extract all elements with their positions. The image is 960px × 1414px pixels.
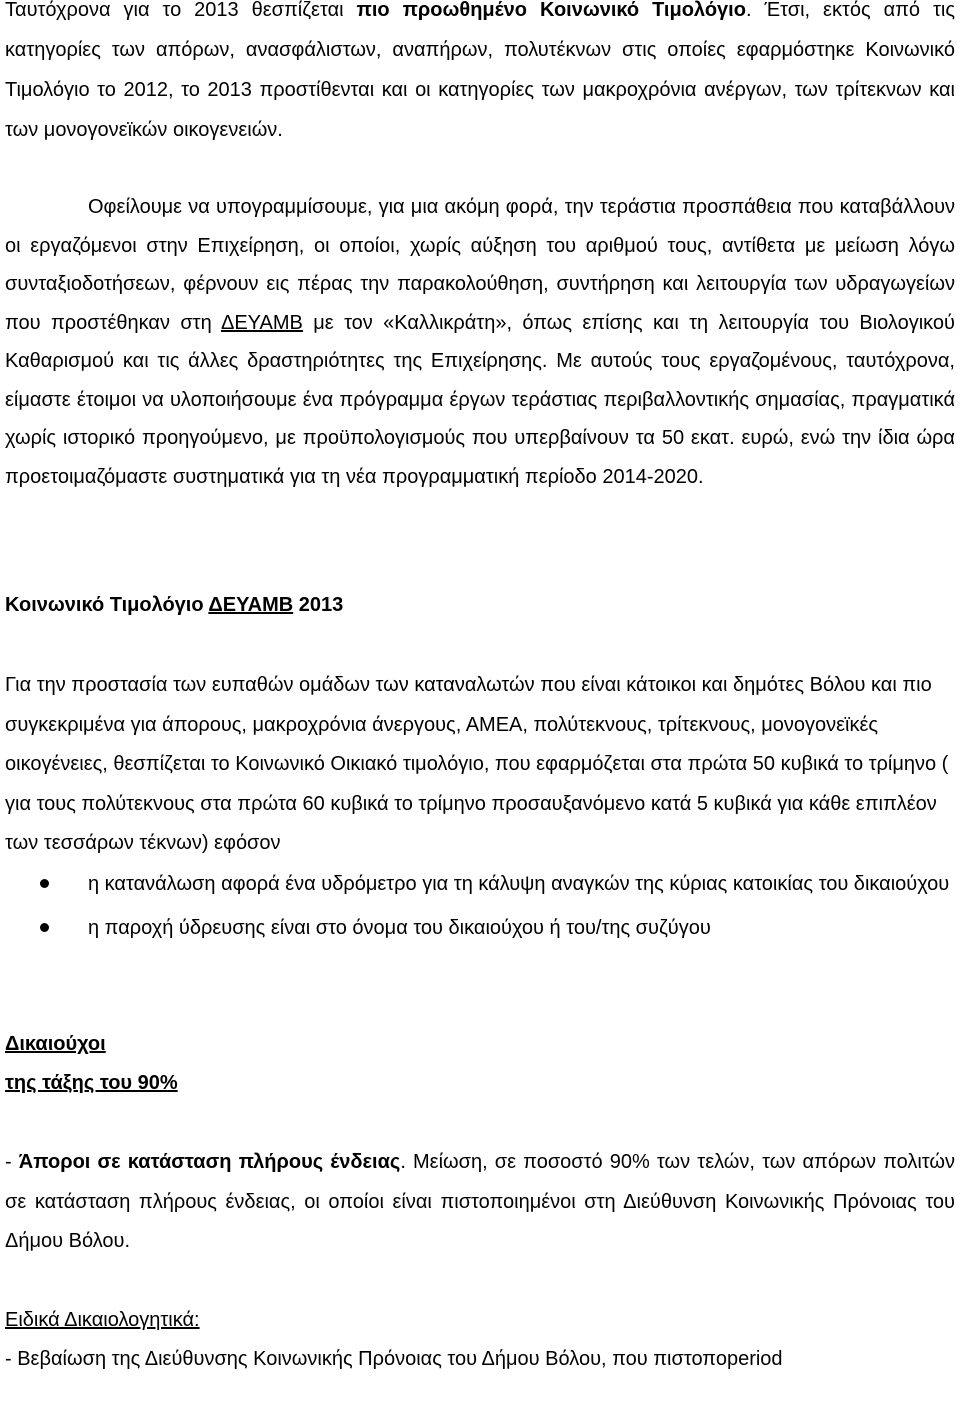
employees-text-end: με τον «Καλλικράτη», όπως επίσης και τη λειτουργία του Βιολογικού Καθαρισμού και τις άλλες δραστηριότητες της Επιχείρησης. Με αυτούς τους εργαζομένους, ταυτόχρονα, είμαστε έτοιμοι να υλοποιήσουμε ένα πρόγραμμα έργων τεράστιας περιβαλλοντικής σημασίας, πραγματικά χωρίς ιστορικό προηγούμενο, με προϋπολογισμούς που υπερβαίνουν τα 50 εκατ. ευρώ, ενώ την ίδια ώρα προετοιμαζόμαστε συστηματικά για τη νέα προγραμματική περίοδο 2014-2020. (5, 311, 955, 488)
employees-org-name: ΔΕΥΑΜΒ (220, 311, 303, 334)
employees-text-start: Οφείλουμε να υπογραμμίσουμε, για μια ακόμη φορά, την τεράστια προσπάθεια που καταβάλλουν οι εργαζόμενοι στην Επιχείρηση, οι οποίοι, χωρίς αύξηση του αριθμού τους, αντίθετα με μείωση λόγω συνταξιοδοτήσεων, φέρνουν εις πέρας την παρακολούθηση, συντήρηση και λειτουργία των υδραγωγείων που προστέθηκαν στη (5, 196, 955, 334)
bullet-icon (40, 923, 49, 932)
list-item-text: η παροχή ύδρευσης είναι στο όνομα του δικαιούχου ή του/της συζύγου (88, 917, 711, 939)
destitute-dash: - (5, 1151, 19, 1173)
employees-paragraph (5, 188, 955, 496)
intro-text-end: . Έτσι, εκτός από τις κατηγορίες των απόρων, ανασφάλιστων, αναπήρων, πολυτέκνων στις οποίες εφαρμόστηκε Κοινωνικό Τιμολόγιο το 2012, το 2013 προστίθενται και οι κατηγορίες των μακροχρόνια ανέργων, των τρίτεκνων και των μονογονεϊκών οικογενειών. (5, 0, 955, 141)
destitute-bold-text: Άποροι σε κατάσταση πλήρους ένδειας (18, 1151, 401, 1173)
documents-paragraph: - Βεβαίωση της Διεύθυνσης Κοινωνικής Πρόνοιας του Δήμου Βόλου, που πιστοποperiod (5, 1348, 783, 1370)
list-item-text: η κατανάλωση αφορά ένα υδρόμετρο για τη κάλυψη αναγκών της κύριας κατοικίας του δικαιούχου (88, 873, 950, 895)
intro-paragraph (5, 0, 955, 150)
documents-heading: Ειδικά Δικαιολογητικά: (5, 1309, 200, 1331)
section-title (5, 590, 343, 620)
tier-heading: της τάξης του 90% (5, 1072, 178, 1094)
section-title-start: Κοινωνικό Τιμολόγιο (5, 594, 209, 616)
section-title-year: 2013 (293, 594, 344, 616)
list-item (5, 908, 955, 948)
intro-bold-text: πιο προωθημένο Κοινωνικό Τιμολόγιο (356, 0, 746, 21)
intro-text-start: Ταυτόχρονα για το 2013 θεσπίζεται (5, 0, 357, 21)
section-title-org: ΔΕΥΑΜΒ (208, 594, 294, 616)
bullet-icon (40, 879, 49, 888)
conditions-list (5, 864, 955, 948)
list-item (5, 864, 955, 904)
destitute-text: . Μείωση, σε ποσοστό 90% των τελών, των απόρων πολιτών σε κατάσταση πλήρους ένδειας, οι οποίοι είναι πιστοποιημένοι στη Διεύθυνση Κοινωνικής Πρόνοιας του Δήμου Βόλου. (5, 1151, 956, 1252)
beneficiaries-heading: Δικαιούχοι (5, 1033, 106, 1055)
tariff-paragraph: Για την προστασία των ευπαθών ομάδων των καταναλωτών που είναι κάτοικοι και δημότες Βόλου και πιο συγκεκριμένα για άπορους, μακροχρόνια άνεργους, ΑΜΕΑ, πολύτεκνους, τρίτεκνους, μονογονεϊκές οικογένειες, θεσπίζεται το Κοινωνικό Οικιακό τιμολόγιο, που εφαρμόζεται στα πρώτα 50 κυβικά το τρίμηνο ( για τους πολύτεκνους στα πρώτα 60 κυβικά το τρίμηνο προσαυξανόμενο κατά 5 κυβικά για κάθε επιπλέον των τεσσάρων τέκνων) εφόσον (5, 674, 949, 854)
destitute-paragraph (5, 1143, 955, 1262)
